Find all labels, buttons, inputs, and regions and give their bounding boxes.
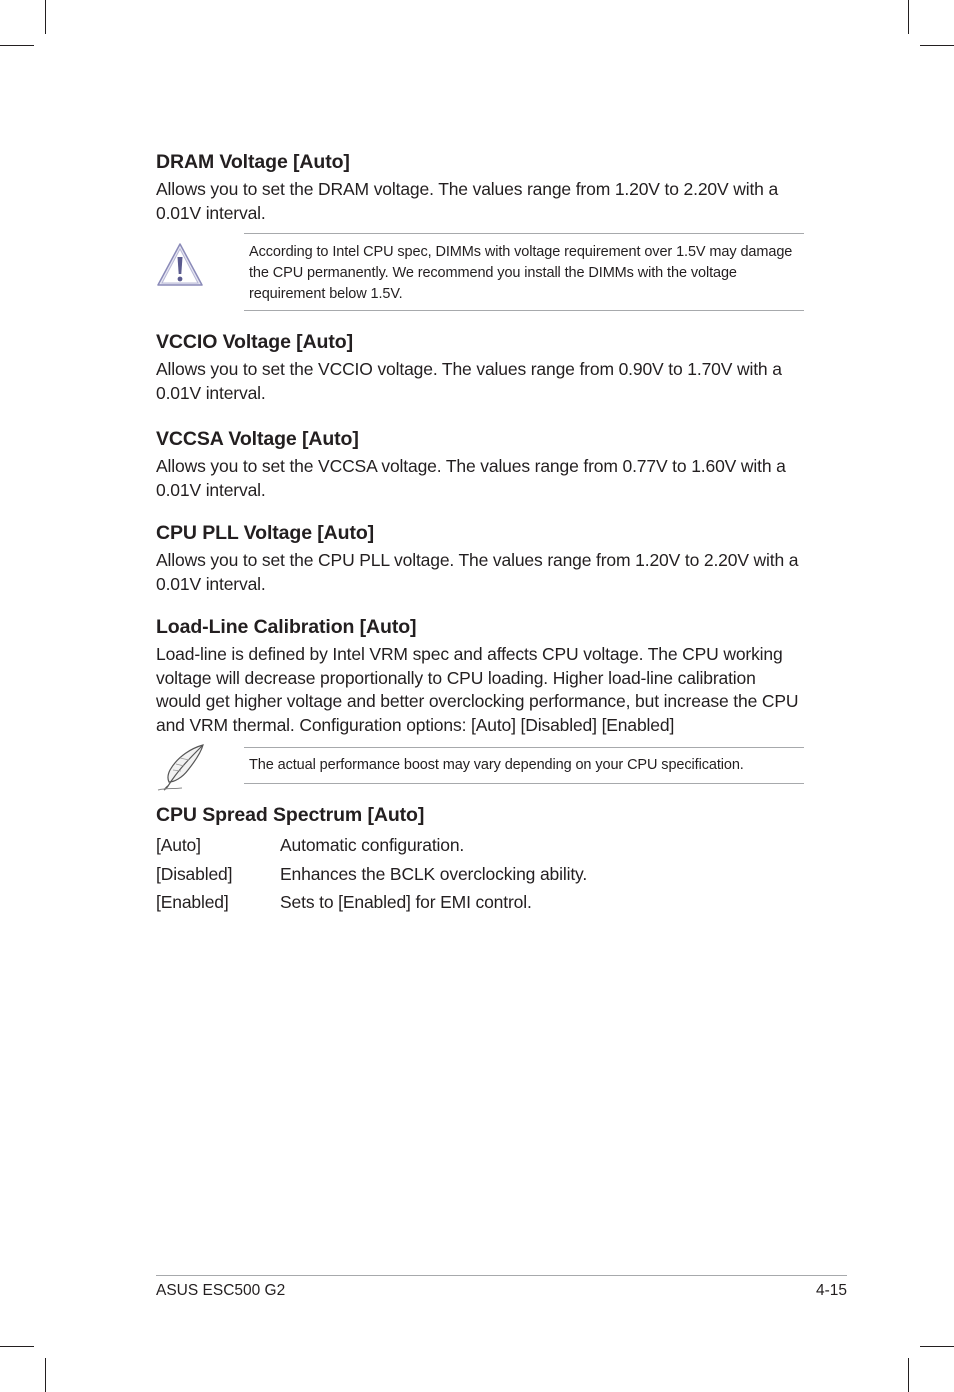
option-row <box>156 860 804 889</box>
option-description: Automatic configuration. <box>280 835 465 855</box>
crop-mark <box>908 1358 909 1392</box>
note-box <box>156 747 804 784</box>
option-row <box>156 888 804 917</box>
section-cpu-spread-spectrum <box>156 803 804 917</box>
caution-text: According to Intel CPU spec, DIMMs with voltage requirement over 1.5V may damage the CPU permanently. We recommend you install the DIMMs with the voltage requirement below 1.5V. <box>249 244 793 302</box>
section-heading: VCCIO Voltage [Auto] <box>156 331 353 353</box>
option-description: Enhances the BCLK overclocking ability. <box>280 863 588 884</box>
section-cpu-pll-voltage <box>156 521 804 596</box>
section-body: Load-line is defined by Intel VRM spec and affects CPU voltage. The CPU working voltage will decrease proportionally to CPU loading. Higher load-line calibration would get higher voltage and better overclocking performance, but increase the CPU and VRM thermal. Configuration options: [Auto] [Disabled] [Enabled] <box>156 644 799 735</box>
section-vccsa-voltage <box>156 427 804 502</box>
caution-box <box>156 233 804 311</box>
crop-mark <box>920 1346 954 1347</box>
option-key: [Enabled] <box>156 892 229 912</box>
section-body: Allows you to set the VCCIO voltage. The values range from 0.90V to 1.70V with a 0.01V interval. <box>156 359 782 403</box>
crop-mark <box>0 1346 34 1347</box>
crop-mark <box>45 1358 46 1392</box>
crop-mark <box>0 45 34 46</box>
divider <box>244 233 804 234</box>
crop-mark <box>920 45 954 46</box>
section-body: Allows you to set the DRAM voltage. The values range from 1.20V to 2.20V with a 0.01V interval. <box>156 179 779 223</box>
section-body: Allows you to set the VCCSA voltage. The values range from 0.77V to 1.60V with a 0.01V interval. <box>156 456 786 500</box>
section-body: Allows you to set the CPU PLL voltage. The values range from 1.20V to 2.20V with a 0.01V interval. <box>156 550 799 594</box>
section-heading: CPU Spread Spectrum [Auto] <box>156 804 425 826</box>
section-dram-voltage <box>156 150 804 225</box>
note-text: The actual performance boost may vary depending on your CPU specification. <box>249 757 744 773</box>
option-key: [Disabled] <box>156 863 233 884</box>
divider <box>244 783 804 784</box>
crop-mark <box>908 0 909 34</box>
section-vccio-voltage <box>156 330 804 405</box>
options-list <box>156 831 804 917</box>
option-description: Sets to [Enabled] for EMI control. <box>280 892 532 912</box>
quill-pen-icon <box>156 742 208 794</box>
option-row <box>156 831 804 860</box>
footer-product-name: ASUS ESC500 G2 <box>156 1282 286 1299</box>
section-heading: CPU PLL Voltage [Auto] <box>156 522 375 544</box>
divider <box>244 747 804 748</box>
section-heading: DRAM Voltage [Auto] <box>156 151 350 173</box>
footer-divider <box>156 1275 847 1276</box>
section-heading: VCCSA Voltage [Auto] <box>156 428 359 450</box>
section-load-line-calibration <box>156 615 804 737</box>
footer-page-number: 4-15 <box>815 1282 847 1299</box>
crop-mark <box>45 0 46 34</box>
option-key: [Auto] <box>156 835 201 855</box>
section-heading: Load-Line Calibration [Auto] <box>156 616 417 638</box>
warning-triangle-icon <box>156 241 204 289</box>
page-content <box>156 150 804 917</box>
divider <box>244 310 804 311</box>
